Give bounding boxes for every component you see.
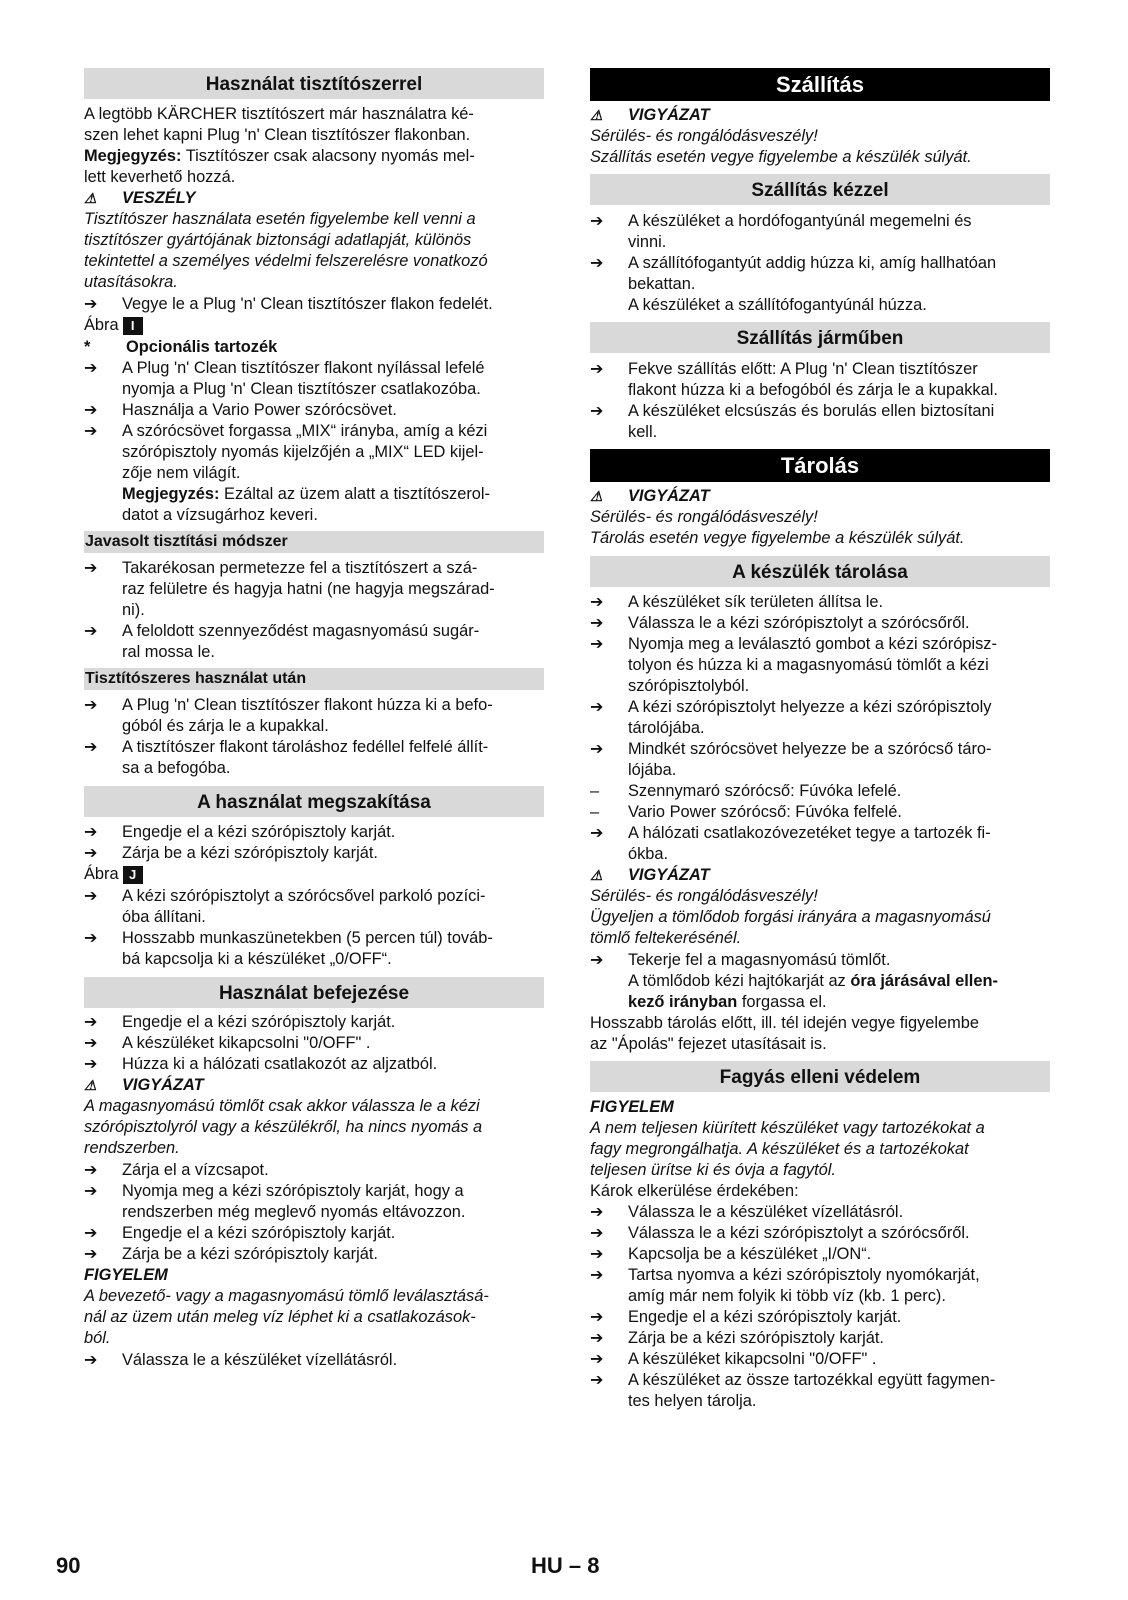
asterisk: *	[84, 338, 91, 356]
dash-item	[590, 781, 901, 802]
danger-heading	[84, 188, 195, 209]
step-text: ni).	[122, 601, 145, 619]
step-text: tárolójába.	[628, 719, 705, 737]
warning-icon: ⚠	[590, 107, 603, 123]
step-text: A hálózati csatlakozóvezetéket tegye a tartozék fi-	[628, 824, 991, 842]
step-text: A kézi szórópisztolyt helyezze a kézi szórópisztoly	[628, 698, 992, 716]
paragraph: az "Ápolás" fejezet utasításait is.	[590, 1035, 827, 1053]
step	[590, 592, 883, 613]
text: forgassa el.	[737, 993, 827, 1011]
figure-box: J	[123, 866, 143, 884]
dash: –	[590, 803, 600, 821]
step-text: Használja a Vario Power szórócsövet.	[122, 401, 397, 419]
paragraph: Hosszabb tárolás előtt, ill. tél idején vegye figyelembe	[590, 1014, 980, 1032]
figure-ref	[84, 315, 143, 336]
step-text: Húzza ki a hálózati csatlakozót az aljzatból.	[122, 1055, 438, 1073]
step-text: Válassza le a kézi szórópisztolyt a szórócsőről.	[628, 614, 970, 632]
paragraph: A legtöbb KÄRCHER tisztítószert már használatra ké-	[84, 105, 474, 123]
step-text: rendszerben még meglevő nyomás eltávozzon.	[122, 1203, 466, 1221]
step-text: Hosszabb munkaszünetekben (5 percen túl) továb-	[122, 929, 493, 947]
step	[84, 928, 493, 949]
figure-label: Ábra	[84, 865, 119, 883]
step-text: sa a befogóba.	[122, 759, 231, 777]
notice-text: A bevezető- vagy a magasnyomású tömlő leválasztásá-	[84, 1287, 489, 1305]
arrow-icon: ➔	[84, 888, 98, 905]
subheading-recommended-method: Javasolt tisztítási módszer	[84, 531, 544, 553]
step-text: Mindkét szórócsövet helyezze be a szórócső táro-	[628, 740, 992, 758]
arrow-icon: ➔	[84, 1246, 98, 1263]
caution-text: Tárolás esetén vegye figyelembe a készülék súlyát.	[590, 529, 965, 547]
arrow-icon: ➔	[590, 403, 604, 420]
step	[84, 1033, 370, 1054]
step	[84, 695, 493, 716]
caution-text: A magasnyomású tömlőt csak akkor válassza le a kézi	[84, 1097, 480, 1115]
step-text: ral mossa le.	[122, 643, 215, 661]
step-text: A készüléket elcsúszás és borulás ellen biztosítani	[628, 402, 995, 420]
step-text	[628, 971, 998, 992]
step	[590, 359, 978, 380]
step	[84, 558, 477, 579]
subheading-after-use: Tisztítószeres használat után	[84, 668, 544, 690]
step	[84, 1223, 395, 1244]
heading-frost-protection: Fagyás elleni védelem	[590, 1061, 1050, 1092]
step	[84, 843, 378, 864]
arrow-icon: ➔	[590, 825, 604, 842]
danger-text: tekintettel a személyes védelmi felszerelésre vonatkozó	[84, 252, 488, 270]
step	[84, 1181, 464, 1202]
step-text: Nyomja meg a leválasztó gombot a kézi szórópisz-	[628, 635, 997, 653]
note-text: Tisztítószer csak alacsony nyomás mel-	[181, 147, 475, 165]
step-text	[628, 992, 827, 1013]
arrow-icon: ➔	[590, 699, 604, 716]
step	[84, 358, 484, 379]
note-text: Ezáltal az üzem alatt a tisztítószerol-	[219, 485, 491, 503]
warning-icon: ⚠	[590, 488, 603, 504]
arrow-icon: ➔	[590, 952, 604, 969]
step	[590, 634, 997, 655]
step-text: ókba.	[628, 845, 669, 863]
step-text: A tisztítószer flakont tároláshoz fedéllel felfelé állít-	[122, 738, 489, 756]
step-text: Zárja be a kézi szórópisztoly karját.	[122, 844, 378, 862]
step-text: amíg már nem folyik ki több víz (kb. 1 perc).	[628, 1287, 946, 1305]
step	[590, 401, 994, 422]
arrow-icon: ➔	[590, 255, 604, 272]
step-text: bekattan.	[628, 275, 696, 293]
notice-text: teljesen ürítse ki és óvja a fagytól.	[590, 1161, 836, 1179]
arrow-icon: ➔	[84, 423, 98, 440]
step-text: Takarékosan permetezze fel a tisztítószert a szá-	[122, 559, 478, 577]
step-text: zője nem világít.	[122, 464, 241, 482]
step	[590, 1265, 980, 1286]
step-text: A készüléket kikapcsolni "0/OFF" .	[122, 1034, 371, 1052]
step	[590, 1223, 970, 1244]
step-text: Zárja el a vízcsapot.	[122, 1161, 269, 1179]
step	[590, 950, 890, 971]
arrow-icon: ➔	[84, 296, 98, 313]
step-text: A kézi szórópisztolyt a szórócsővel parkoló pozíci-	[122, 887, 486, 905]
heading-finish-use: Használat befejezése	[84, 977, 544, 1008]
caution-label: VIGYÁZAT	[628, 106, 710, 124]
arrow-icon: ➔	[590, 1204, 604, 1221]
arrow-icon: ➔	[84, 1014, 98, 1031]
danger-text: Tisztítószer használata esetén figyelembe kell venni a	[84, 210, 476, 228]
step	[590, 613, 970, 634]
step-text: kell.	[628, 423, 658, 441]
step	[590, 697, 991, 718]
arrow-icon: ➔	[84, 560, 98, 577]
step-text: Nyomja meg a kézi szórópisztoly karját, hogy a	[122, 1182, 464, 1200]
step-text: Tartsa nyomva a kézi szórópisztoly nyomókarját,	[628, 1266, 980, 1284]
step	[84, 400, 397, 421]
step-text: óba állítani.	[122, 908, 206, 926]
step	[590, 1370, 995, 1391]
step	[590, 253, 996, 274]
note-text: lett keverhető hozzá.	[84, 168, 236, 186]
arrow-icon: ➔	[590, 636, 604, 653]
caution-label: VIGYÁZAT	[122, 1076, 204, 1094]
caution-heading	[590, 105, 710, 126]
note-text: datot a vízsugárhoz keveri.	[122, 506, 318, 524]
step-text: Engedje el a kézi szórópisztoly karját.	[628, 1308, 902, 1326]
step	[590, 823, 991, 844]
note	[122, 484, 490, 505]
notice-label: FIGYELEM	[590, 1098, 674, 1116]
arrow-icon: ➔	[84, 845, 98, 862]
paragraph: szen lehet kapni Plug 'n' Clean tisztítószer flakonban.	[84, 126, 471, 144]
step	[590, 1307, 901, 1328]
dash-text: Vario Power szórócső: Fúvóka felfelé.	[628, 803, 902, 821]
caution-text: szórópisztolyról vagy a készülékről, ha nincs nyomás a	[84, 1118, 483, 1136]
step-text: Tekerje fel a magasnyomású tömlőt.	[628, 951, 891, 969]
step-text: Zárja be a kézi szórópisztoly karját.	[122, 1245, 378, 1263]
warning-icon: ⚠	[84, 1077, 97, 1093]
notice-text: ból.	[84, 1329, 111, 1347]
arrow-icon: ➔	[84, 623, 98, 640]
step-text: Válassza le a készüléket vízellátásról.	[628, 1203, 904, 1221]
arrow-icon: ➔	[84, 402, 98, 419]
step-text: Fekve szállítás előtt: A Plug 'n' Clean tisztítószer	[628, 360, 978, 378]
step-text: Engedje el a kézi szórópisztoly karját.	[122, 1013, 396, 1031]
caution-heading	[84, 1075, 204, 1096]
arrow-icon: ➔	[84, 1162, 98, 1179]
notice-text: nál az üzem után meleg víz léphet ki a csatlakozások-	[84, 1308, 476, 1326]
step	[84, 1244, 378, 1265]
step-text: tolyon és húzza ki a magasnyomású tömlőt a kézi	[628, 656, 989, 674]
arrow-icon: ➔	[590, 213, 604, 230]
arrow-icon: ➔	[84, 360, 98, 377]
section-label: HU – 8	[531, 1553, 600, 1578]
step-text: A Plug 'n' Clean tisztítószer flakont nyílással lefelé	[122, 359, 485, 377]
figure-box: I	[123, 317, 143, 335]
step-text: góból és zárja le a kupakkal.	[122, 717, 329, 735]
step	[84, 1350, 397, 1371]
heading-transport: Szállítás	[590, 68, 1050, 101]
note-label: Megjegyzés:	[84, 147, 182, 165]
step-text: Kapcsolja be a készüléket „I/ON“.	[628, 1245, 872, 1263]
notice-text: fagy megrongálhatja. A készüléket és a tartozékokat	[590, 1140, 969, 1158]
step-text: A szórócsövet forgassa „MIX“ irányba, amíg a kézi	[122, 422, 488, 440]
step-text: A készüléket kikapcsolni "0/OFF" .	[628, 1350, 877, 1368]
step-text: A Plug 'n' Clean tisztítószer flakont húzza ki a befo-	[122, 696, 493, 714]
notice-text: A nem teljesen kiürített készüléket vagy tartozékokat a	[590, 1119, 985, 1137]
step	[590, 1328, 884, 1349]
warning-icon: ⚠	[84, 190, 97, 206]
page-number: 90	[56, 1553, 81, 1578]
arrow-icon: ➔	[84, 1352, 98, 1369]
step-text: A feloldott szennyeződést magasnyomású sugár-	[122, 622, 480, 640]
warning-icon: ⚠	[590, 867, 603, 883]
step-text: Vegye le a Plug 'n' Clean tisztítószer flakon fedelét.	[122, 295, 493, 313]
arrow-icon: ➔	[590, 1309, 604, 1326]
heading-transport-in-vehicle: Szállítás járműben	[590, 322, 1050, 353]
heading-cleaning-agent: Használat tisztítószerrel	[84, 68, 544, 99]
step-text: szórópisztolyból.	[628, 677, 750, 695]
step-text: A szállítófogantyút addig húzza ki, amíg hallhatóan	[628, 254, 997, 272]
step-text: raz felületre és hagyja hatni (ne hagyja megszárad-	[122, 580, 495, 598]
step-text: szórópisztoly nyomás kijelzőjén a „MIX“ LED kijel-	[122, 443, 484, 461]
caution-text: Szállítás esetén vegye figyelembe a készülék súlyát.	[590, 148, 972, 166]
step-text: Engedje el a kézi szórópisztoly karját.	[122, 1224, 396, 1242]
arrow-icon: ➔	[590, 1330, 604, 1347]
danger-text: utasításokra.	[84, 273, 178, 291]
step-text: vinni.	[628, 233, 667, 251]
bold-text: kező irányban	[628, 993, 738, 1011]
notice-label: FIGYELEM	[84, 1266, 168, 1284]
arrow-icon: ➔	[590, 594, 604, 611]
dash: –	[590, 782, 600, 800]
danger-text: tisztítószer gyártójának biztonsági adatlapját, különös	[84, 231, 472, 249]
arrow-icon: ➔	[590, 1351, 604, 1368]
step	[590, 1349, 876, 1370]
caution-text: rendszerben.	[84, 1139, 180, 1157]
arrow-icon: ➔	[84, 1056, 98, 1073]
heading-transport-by-hand: Szállítás kézzel	[590, 174, 1050, 205]
step	[84, 737, 488, 758]
step-text: Zárja be a kézi szórópisztoly karját.	[628, 1329, 884, 1347]
step	[590, 211, 972, 232]
caution-text: Sérülés- és rongálódásveszély!	[590, 127, 818, 145]
note	[84, 146, 475, 167]
arrow-icon: ➔	[590, 741, 604, 758]
arrow-icon: ➔	[590, 1225, 604, 1242]
dash-text: Szennymaró szórócső: Fúvóka lefelé.	[628, 782, 902, 800]
step	[84, 822, 395, 843]
step-text: Engedje el a kézi szórópisztoly karját.	[122, 823, 396, 841]
caution-heading	[590, 865, 710, 886]
bold-text: óra járásával ellen-	[850, 972, 998, 990]
caution-text: Sérülés- és rongálódásveszély!	[590, 887, 818, 905]
step-text: flakont húzza ki a befogóból és zárja le a kupakkal.	[628, 381, 998, 399]
arrow-icon: ➔	[84, 1225, 98, 1242]
step-text: Válassza le a készüléket vízellátásról.	[122, 1351, 398, 1369]
step-text: Válassza le a kézi szórópisztolyt a szórócsőről.	[628, 1224, 970, 1242]
step-text: A készüléket a hordófogantyúnál megemelni és	[628, 212, 972, 230]
step	[84, 886, 485, 907]
step	[84, 1160, 269, 1181]
dash-item	[590, 802, 902, 823]
caution-text: Sérülés- és rongálódásveszély!	[590, 508, 818, 526]
step	[84, 1054, 437, 1075]
step-text: A készüléket sík területen állítsa le.	[628, 593, 884, 611]
caution-label: VIGYÁZAT	[628, 866, 710, 884]
arrow-icon: ➔	[590, 361, 604, 378]
heading-interrupt-use: A használat megszakítása	[84, 786, 544, 817]
arrow-icon: ➔	[84, 1183, 98, 1200]
heading-storage: Tárolás	[590, 449, 1050, 482]
text: A tömlődob kézi hajtókarját az	[628, 972, 851, 990]
heading-device-storage: A készülék tárolása	[590, 556, 1050, 587]
paragraph: Károk elkerülése érdekében:	[590, 1182, 799, 1200]
note-label: Megjegyzés:	[122, 485, 220, 503]
step-text: lójába.	[628, 761, 677, 779]
arrow-icon: ➔	[590, 615, 604, 632]
optional-note	[84, 337, 278, 358]
arrow-icon: ➔	[590, 1246, 604, 1263]
step	[84, 294, 493, 315]
caution-text: Ügyeljen a tömlődob forgási irányára a magasnyomású	[590, 908, 991, 926]
step	[84, 621, 479, 642]
step-text: bá kapcsolja ki a készüléket „0/OFF“.	[122, 950, 392, 968]
step-text: A készüléket a szállítófogantyúnál húzza.	[628, 296, 927, 314]
arrow-icon: ➔	[84, 824, 98, 841]
step	[590, 1202, 903, 1223]
figure-ref	[84, 864, 143, 885]
arrow-icon: ➔	[84, 697, 98, 714]
step	[84, 1012, 395, 1033]
arrow-icon: ➔	[84, 739, 98, 756]
caution-heading	[590, 486, 710, 507]
step-text: A készüléket az össze tartozékkal együtt fagymen-	[628, 1371, 996, 1389]
danger-label: VESZÉLY	[122, 189, 196, 207]
step	[84, 421, 487, 442]
optional-label: Opcionális tartozék	[126, 338, 278, 356]
arrow-icon: ➔	[590, 1372, 604, 1389]
step	[590, 1244, 871, 1265]
step	[590, 739, 992, 760]
step-text: tes helyen tárolja.	[628, 1392, 757, 1410]
arrow-icon: ➔	[84, 1035, 98, 1052]
caution-label: VIGYÁZAT	[628, 487, 710, 505]
arrow-icon: ➔	[590, 1267, 604, 1284]
arrow-icon: ➔	[84, 930, 98, 947]
figure-label: Ábra	[84, 316, 119, 334]
step-text: nyomja a Plug 'n' Clean tisztítószer csatlakozóba.	[122, 380, 481, 398]
caution-text: tömlő feltekerésénél.	[590, 929, 742, 947]
